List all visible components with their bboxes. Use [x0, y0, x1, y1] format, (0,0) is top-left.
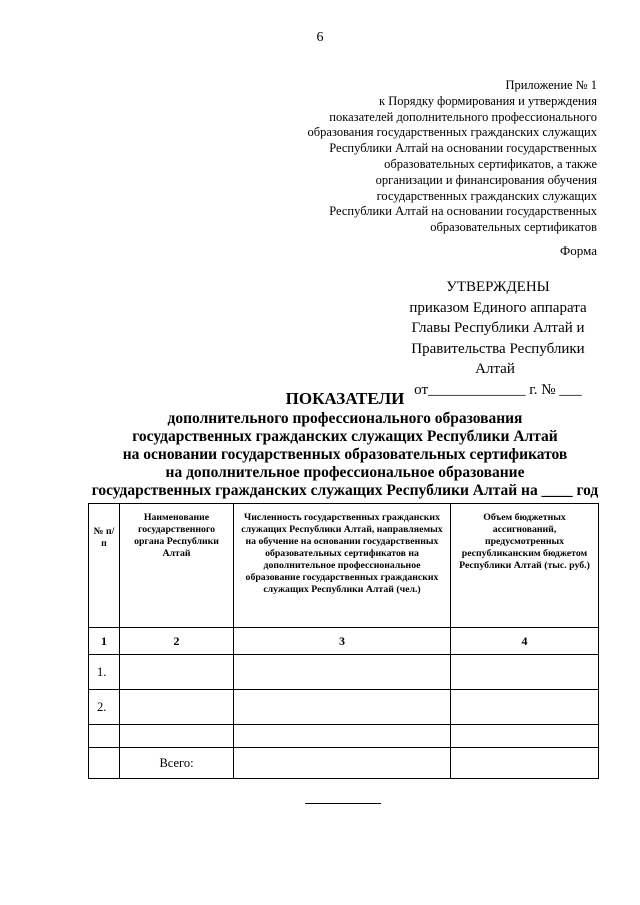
header-cell-count: Численность государственных гражданских служащих Республики Алтай, направляемых на обучение на основании государственных образовательных сертификатов на дополнительное профессиональное образование государственных гражданских служащих Республики Алтай (чел.) — [234, 504, 451, 628]
title-main: ПОКАЗАТЕЛИ — [285, 389, 405, 408]
table-row — [89, 725, 599, 748]
approval-line: Правительства Республики — [411, 340, 585, 357]
table-cell — [234, 725, 451, 748]
table-cell — [451, 725, 599, 748]
table-cell — [451, 748, 599, 779]
table-cell — [234, 748, 451, 779]
title-line: государственных гражданских служащих Республики Алтай — [132, 428, 558, 445]
table-cell — [120, 655, 234, 690]
indicators-table — [88, 503, 599, 779]
approval-line: УТВЕРЖДЕНЫ — [446, 279, 550, 295]
column-number-row — [89, 628, 599, 655]
approval-line: Главы Республики Алтай и — [411, 320, 585, 336]
appendix-line: показателей дополнительного профессионального — [329, 109, 597, 124]
table-cell — [451, 690, 599, 725]
column-number: 3 — [234, 628, 451, 655]
header-cell-number: № п/п — [89, 504, 120, 628]
header-cell-organ: Наименование государственного органа Республики Алтай — [120, 504, 234, 628]
approval-line: приказом Единого аппарата — [409, 299, 587, 316]
appendix-line: государственных гражданских служащих — [376, 188, 597, 203]
approval-line: от_____________ г. № ___ — [414, 381, 582, 398]
document-title — [0, 390, 640, 500]
table-cell — [451, 655, 599, 690]
appendix-line: образования государственных гражданских служащих — [307, 125, 597, 140]
table-header-row — [89, 504, 599, 628]
total-label: Всего: — [120, 748, 234, 779]
appendix-line: Республики Алтай на основании государственных — [329, 204, 597, 219]
appendix-line: к Порядку формирования и утверждения — [379, 93, 597, 108]
header-cell-budget: Объем бюджетных ассигнований, предусмотренных республиканским бюджетом Республики Алтай (тыс. руб.) — [451, 504, 599, 628]
appendix-line: образовательных сертификатов — [430, 220, 597, 235]
appendix-line: Республики Алтай на основании государственных — [329, 141, 597, 156]
column-number: 2 — [120, 628, 234, 655]
title-line: на дополнительное профессиональное образование — [165, 464, 525, 481]
table-cell — [234, 655, 451, 690]
row-number: 1. — [89, 655, 120, 690]
row-number: 2. — [89, 690, 120, 725]
title-line: государственных гражданских служащих Республики Алтай на ____ год — [91, 482, 599, 499]
appendix-line: образовательных сертификатов, а также — [384, 156, 597, 171]
total-row — [89, 748, 599, 779]
page-number: 6 — [316, 30, 324, 45]
column-number: 4 — [451, 628, 599, 655]
table-row — [89, 655, 599, 690]
table-cell — [120, 690, 234, 725]
appendix-note — [237, 78, 597, 236]
appendix-line: организации и финансирования обучения — [375, 172, 597, 187]
approval-line: Алтай — [475, 361, 515, 377]
appendix-line: Приложение № 1 — [505, 78, 597, 92]
table-cell — [89, 748, 120, 779]
footer-divider — [305, 803, 381, 804]
column-number: 1 — [89, 628, 120, 655]
title-line: дополнительного профессионального образования — [167, 410, 523, 427]
form-label: Форма — [560, 243, 597, 258]
table-row — [89, 690, 599, 725]
approval-stamp — [398, 277, 598, 400]
table-cell — [89, 725, 120, 748]
table-cell — [120, 725, 234, 748]
title-line: на основании государственных образовательных сертификатов — [122, 446, 568, 463]
table-cell — [234, 690, 451, 725]
